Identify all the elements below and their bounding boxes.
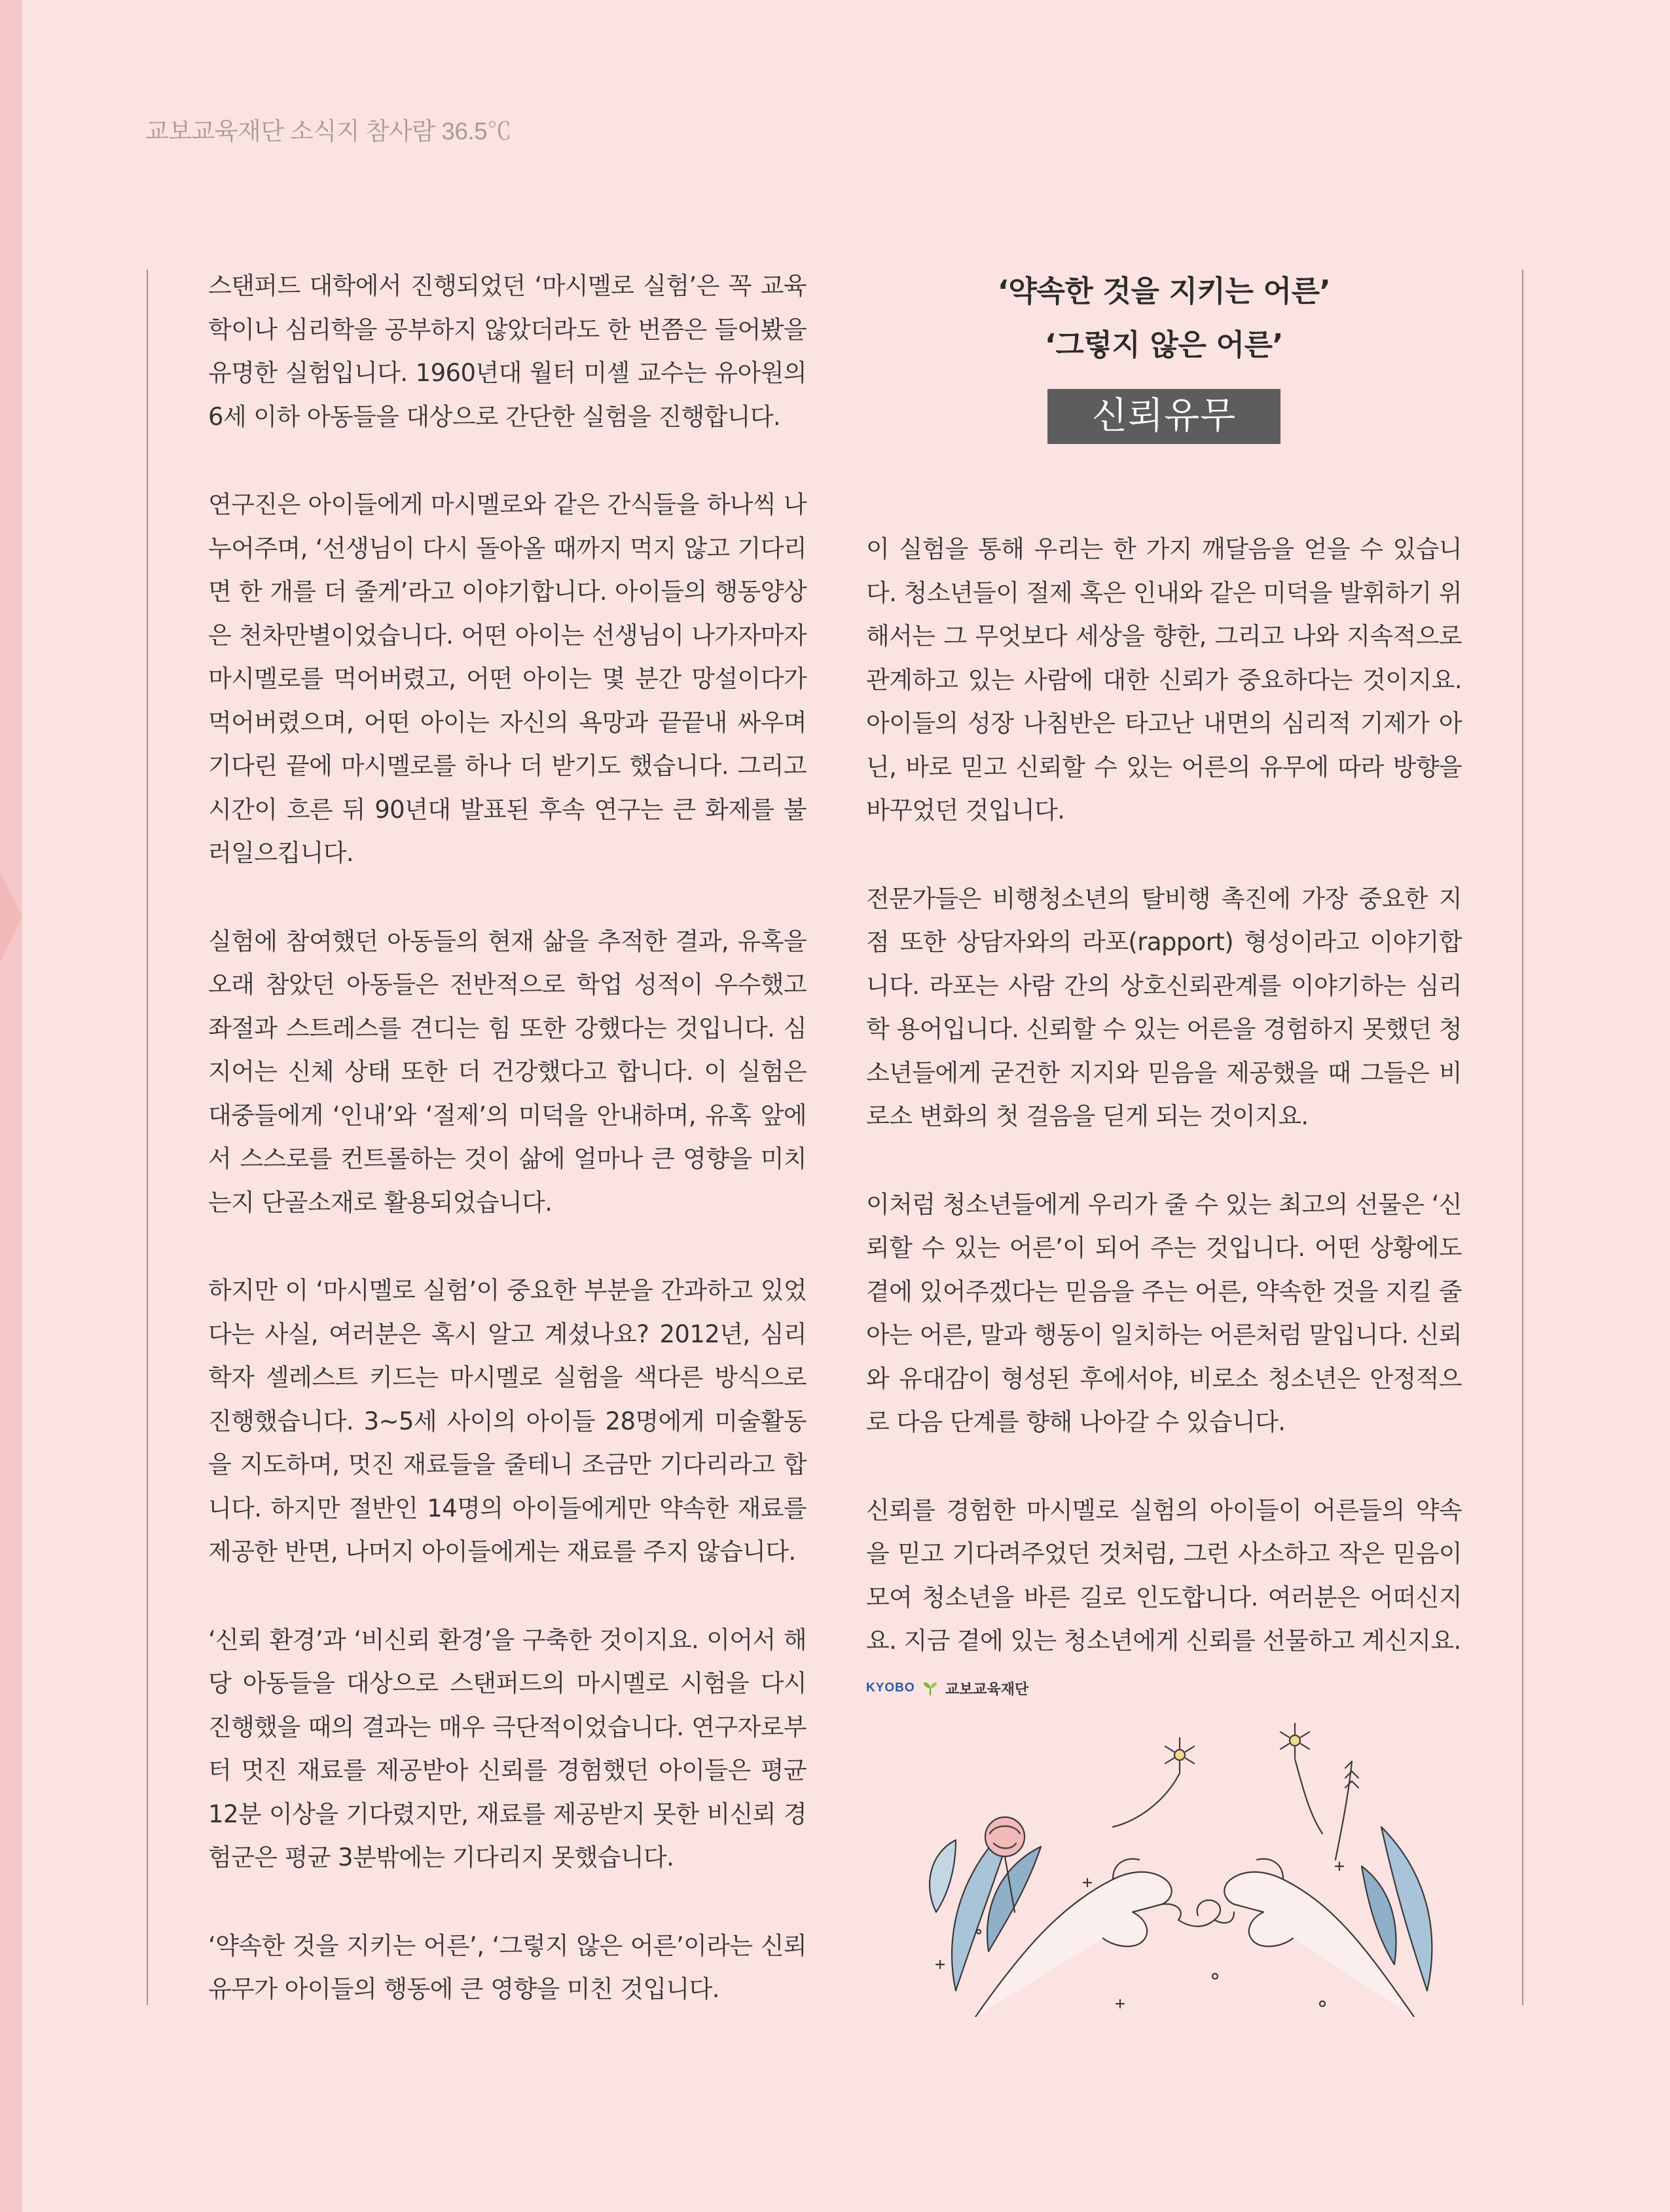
paragraph: 이 실험을 통해 우리는 한 가지 깨달음을 얻을 수 있습니다. 청소년들이 절제 혹은 인내와 같은 미덕을 발휘하기 위해서는 그 무엇보다 세상을 향한, 그리고 나와 지속적으로 관계하고 있는 사람에 대한 신뢰가 중요하다는 것이지요. 아이들의 성장 나침반은 타고난 내면의 심리적 기제가 아닌, 바로 믿고 신뢰할 수 있는 어른의 유무에 따라 방향을 바꾸었던 것입니다. xyxy=(866,535,1462,824)
pinky-promise-illustration xyxy=(917,1716,1466,2017)
paragraph: 신뢰를 경험한 마시멜로 실험의 아이들이 어른들의 약속을 믿고 기다려주었던 것처럼, 그런 사소하고 작은 믿음이 모여 청소년을 바른 길로 인도합니다. 여러분은 어떠신지요. 지금 곁에 있는 청소년에게 신뢰를 선물하고 계신지요. xyxy=(866,1496,1462,1655)
logo-english: KYOBO xyxy=(866,1681,915,1695)
page-edge-strip xyxy=(0,0,22,2212)
foundation-logo xyxy=(866,1675,1028,1701)
sprout-icon xyxy=(922,1680,939,1697)
page-edge-notch xyxy=(0,871,22,963)
paragraph: ‘신뢰 환경’과 ‘비신뢰 환경’을 구축한 것이지요. 이어서 해당 아동들을 대상으로 스탠퍼드의 마시멜로 시험을 다시 진행했을 때의 결과는 매우 극단적이었습니다. 연구자로부터 멋진 재료를 제공받아 신뢰를 경험했던 아이들은 평균 12분 이상을 기다렸지만, 재료를 제공받지 못한 비신뢰 경험군은 평균 3분밖에는 기다리지 못했습니다. xyxy=(208,1625,807,1871)
pull-quote-line-1: ‘약속한 것을 지키는 어른’ xyxy=(997,274,1331,308)
pull-quote xyxy=(866,265,1462,444)
left-column xyxy=(208,265,807,2056)
logo-korean: 교보교육재단 xyxy=(945,1681,1029,1698)
paragraph: 이처럼 청소년들에게 우리가 줄 수 있는 최고의 선물은 ‘신뢰할 수 있는 어른’이 되어 주는 것입니다. 어떤 상황에도 곁에 있어주겠다는 믿음을 주는 어른, 약속한 것을 지킬 줄 아는 어른, 말과 행동이 일치하는 어른처럼 말입니다. 신뢰와 유대감이 형성된 후에서야, 비로소 청소년은 안정적으로 다음 단계를 향해 나아갈 수 있습니다. xyxy=(866,1190,1462,1436)
right-column xyxy=(866,528,1462,1708)
paragraph: 전문가들은 비행청소년의 탈비행 촉진에 가장 중요한 지점 또한 상담자와의 라포(rapport) 형성이라고 이야기합니다. 라포는 사람 간의 상호신뢰관계를 이야기하는 심리학 용어입니다. 신뢰할 수 있는 어른을 경험하지 못했던 청소년들에게 굳건한 지지와 믿음을 제공했을 때 그들은 비로소 변화의 첫 걸음을 딛게 되는 것이지요. xyxy=(866,884,1462,1130)
running-header: 교보교육재단 소식지 참사람 36.5℃ xyxy=(145,118,511,145)
left-divider-line xyxy=(147,270,148,2005)
paragraph: 하지만 이 ‘마시멜로 실험’이 중요한 부분을 간과하고 있었다는 사실, 여러분은 혹시 알고 계셨나요? 2012년, 심리학자 셀레스트 키드는 마시멜로 실험을 색다른 방식으로 진행했습니다. 3~5세 사이의 아이들 28명에게 미술활동을 지도하며, 멋진 재료들을 줄테니 조금만 기다리라고 합니다. 하지만 절반인 14명의 아이들에게만 약속한 재료를 제공한 반면, 나머지 아이들에게는 재료를 주지 않습니다. xyxy=(208,1276,807,1566)
section-tag: 신뢰유무 xyxy=(1047,389,1280,444)
right-divider-line xyxy=(1522,270,1523,2005)
paragraph: ‘약속한 것을 지키는 어른’, ‘그렇지 않은 어른’이라는 신뢰 유무가 아이들의 행동에 큰 영향을 미친 것입니다. xyxy=(208,1931,807,2003)
paragraph: 스탠퍼드 대학에서 진행되었던 ‘마시멜로 실험’은 꼭 교육학이나 심리학을 공부하지 않았더라도 한 번쯤은 들어봤을 유명한 실험입니다. 1960년대 월터 미셸 교수는 유아원의 6세 이하 아동들을 대상으로 간단한 실험을 진행합니다. xyxy=(208,272,807,431)
paragraph: 실험에 참여했던 아동들의 현재 삶을 추적한 결과, 유혹을 오래 참았던 아동들은 전반적으로 학업 성적이 우수했고 좌절과 스트레스를 견디는 힘 또한 강했다는 것입니다. 심지어는 신체 상태 또한 더 건강했다고 합니다. 이 실험은 대중들에게 ‘인내’와 ‘절제’의 미덕을 안내하며, 유혹 앞에서 스스로를 컨트롤하는 것이 삶에 얼마나 큰 영향을 미치는지 단골소재로 활용되었습니다. xyxy=(208,927,807,1217)
pull-quote-line-2: ‘그렇지 않은 어른’ xyxy=(1044,327,1284,362)
paragraph: 연구진은 아이들에게 마시멜로와 같은 간식들을 하나씩 나누어주며, ‘선생님이 다시 돌아올 때까지 먹지 않고 기다리면 한 개를 더 줄게’라고 이야기합니다. 아이들의 행동양상은 천차만별이었습니다. 어떤 아이는 선생님이 나가자마자 마시멜로를 먹어버렸고, 어떤 아이는 몇 분간 망설이다가 먹어버렸으며, 어떤 아이는 자신의 욕망과 끝끝내 싸우며 기다린 끝에 마시멜로를 하나 더 받기도 했습니다. 그리고 시간이 흐른 뒤 90년대 발표된 후속 연구는 큰 화제를 불러일으킵니다. xyxy=(208,490,807,867)
